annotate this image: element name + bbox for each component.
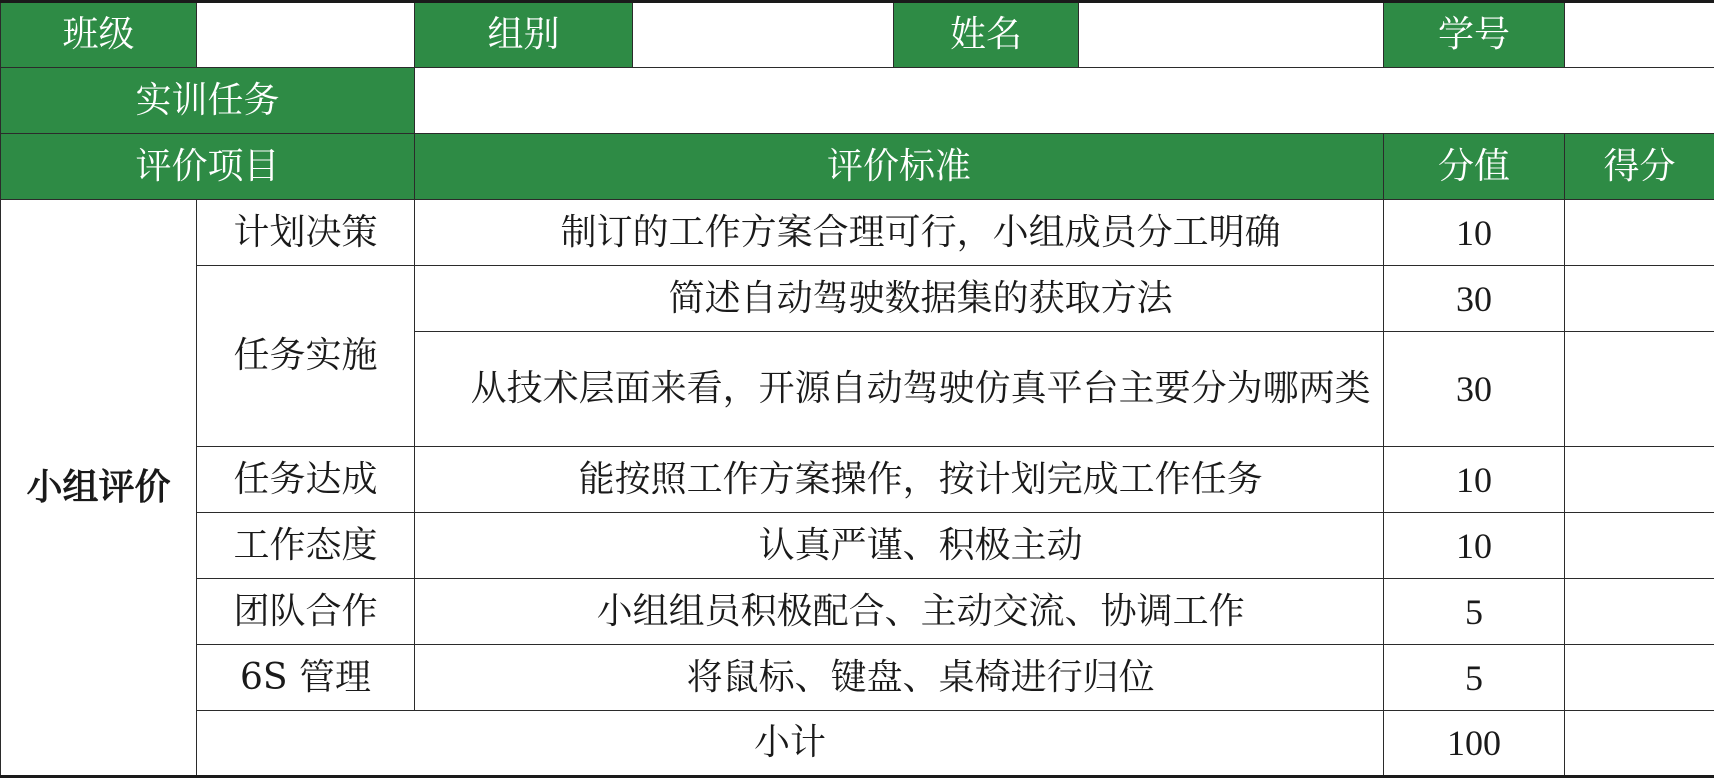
criteria-cell bbox=[415, 266, 1384, 332]
criteria-text: 简述自动驾驶数据集的获取方法 bbox=[668, 277, 1173, 319]
task-label: 实训任务 bbox=[1, 68, 415, 134]
criteria-text: 将鼠标、键盘、桌椅进行归位 bbox=[686, 656, 1155, 698]
item-task-completion: 任务达成 bbox=[197, 447, 415, 513]
student-id-field[interactable] bbox=[1565, 2, 1714, 68]
name-label: 姓名 bbox=[894, 2, 1079, 68]
item-teamwork: 团队合作 bbox=[197, 579, 415, 645]
item-plan-decision: 计划决策 bbox=[197, 200, 415, 266]
points-cell: 30 bbox=[1384, 332, 1565, 447]
criteria-cell bbox=[415, 332, 1384, 447]
points-column-header: 分值 bbox=[1384, 134, 1565, 200]
score-input-cell[interactable] bbox=[1565, 266, 1714, 332]
task-field[interactable] bbox=[415, 68, 1714, 134]
points-cell: 10 bbox=[1384, 200, 1565, 266]
subtotal-label: 小计 bbox=[197, 711, 1384, 777]
score-input-cell[interactable] bbox=[1565, 200, 1714, 266]
item-6s-management: 6S 管理 bbox=[197, 645, 415, 711]
class-label: 班级 bbox=[1, 2, 197, 68]
points-cell: 30 bbox=[1384, 266, 1565, 332]
score-input-cell[interactable] bbox=[1565, 447, 1714, 513]
student-id-label: 学号 bbox=[1384, 2, 1565, 68]
criteria-text: 制订的工作方案合理可行，小组成员分工明确 bbox=[560, 211, 1281, 253]
score-input-cell[interactable] bbox=[1565, 513, 1714, 579]
criteria-text: 从技术层面来看，开源自动驾驶仿真平台主要分为哪两类 bbox=[470, 368, 1371, 409]
group-label: 组别 bbox=[415, 2, 633, 68]
item-task-implementation: 任务实施 bbox=[197, 266, 415, 447]
group-field[interactable] bbox=[633, 2, 894, 68]
score-input-cell[interactable] bbox=[1565, 579, 1714, 645]
class-field[interactable] bbox=[197, 2, 415, 68]
criteria-cell bbox=[415, 579, 1384, 645]
criteria-cell bbox=[415, 200, 1384, 266]
criteria-column-header: 评价标准 bbox=[415, 134, 1384, 200]
points-cell: 5 bbox=[1384, 645, 1565, 711]
name-field[interactable] bbox=[1079, 2, 1384, 68]
item-column-header: 评价项目 bbox=[1, 134, 415, 200]
points-cell: 5 bbox=[1384, 579, 1565, 645]
score-input-cell[interactable] bbox=[1565, 645, 1714, 711]
criteria-cell bbox=[415, 513, 1384, 579]
score-column-header: 得分 bbox=[1565, 134, 1714, 200]
criteria-text: 小组组员积极配合、主动交流、协调工作 bbox=[596, 590, 1245, 632]
criteria-text: 认真严谨、积极主动 bbox=[758, 524, 1083, 566]
criteria-text: 能按照工作方案操作，按计划完成工作任务 bbox=[578, 458, 1263, 500]
item-work-attitude: 工作态度 bbox=[197, 513, 415, 579]
group-evaluation-label: 小组评价 bbox=[1, 200, 197, 777]
criteria-cell bbox=[415, 447, 1384, 513]
criteria-cell bbox=[415, 645, 1384, 711]
subtotal-score-cell[interactable] bbox=[1565, 711, 1714, 777]
points-cell: 10 bbox=[1384, 447, 1565, 513]
points-cell: 10 bbox=[1384, 513, 1565, 579]
score-input-cell[interactable] bbox=[1565, 332, 1714, 447]
subtotal-points: 100 bbox=[1384, 711, 1565, 777]
